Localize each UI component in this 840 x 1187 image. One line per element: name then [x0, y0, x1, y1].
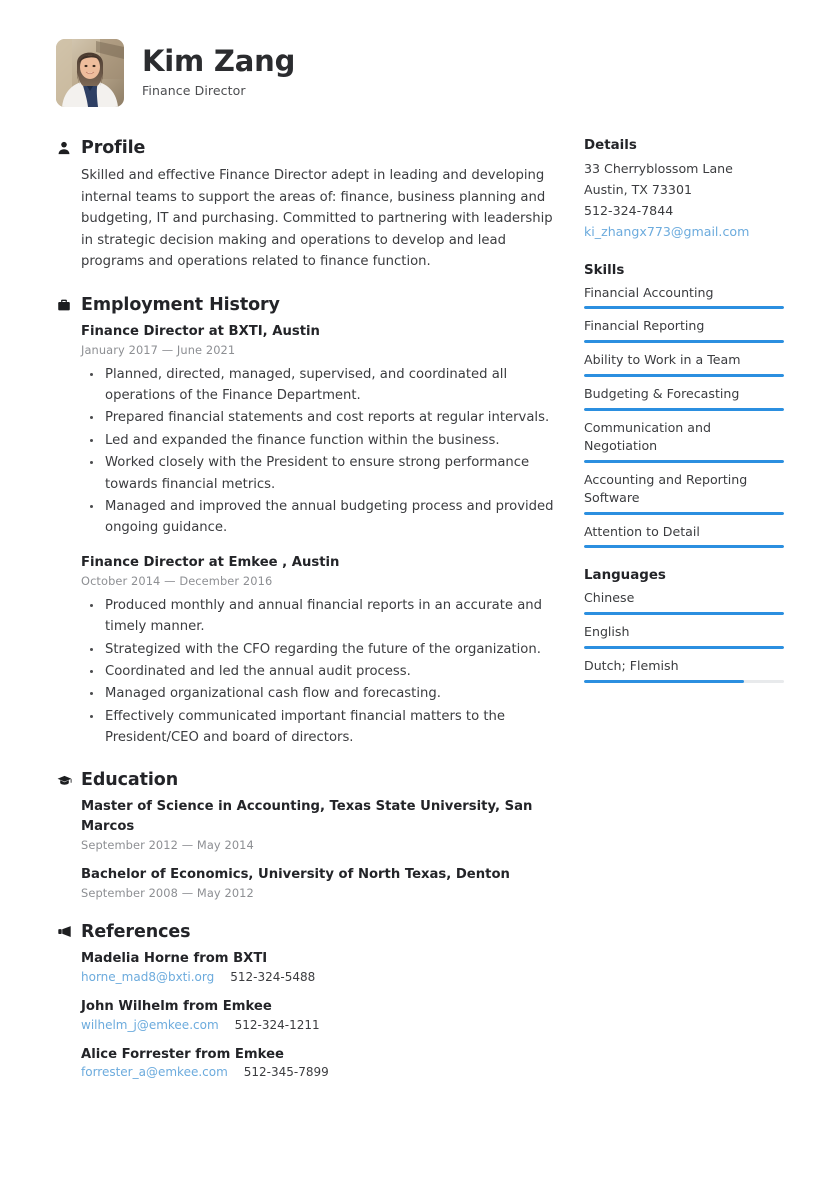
- section-employment: [56, 295, 556, 749]
- education-entry: [81, 797, 556, 851]
- language-item-level-track: [584, 646, 784, 649]
- job-bullet: Managed organizational cash flow and forecasting.: [81, 683, 556, 704]
- section-header-profile: [56, 138, 556, 158]
- job-bullet: Prepared financial statements and cost reports at regular intervals.: [81, 407, 556, 428]
- reference-entry: [81, 1045, 556, 1080]
- language-item-level-fill: [584, 646, 784, 649]
- reference-phone: 512-345-7899: [243, 1065, 329, 1080]
- sidebar-section-details: [584, 138, 784, 243]
- main-column: [56, 138, 556, 1101]
- job-bullet: Planned, directed, managed, supervised, and coordinated all operations of the Finance Department.: [81, 364, 556, 407]
- languages-list: [584, 589, 784, 683]
- job-entry: [81, 322, 556, 539]
- skill-item: [584, 284, 784, 310]
- skill-item-level-fill: [584, 408, 784, 411]
- skill-item-level-track: [584, 408, 784, 411]
- education-date: September 2012 — May 2014: [81, 837, 254, 852]
- sidebar-title-skills: Skills: [584, 262, 625, 278]
- skill-item-level-fill: [584, 340, 784, 343]
- education-date: September 2008 — May 2012: [81, 885, 254, 900]
- sidebar-column: [584, 138, 784, 703]
- resume-body: [56, 138, 784, 1101]
- education-entry: [81, 865, 556, 900]
- job-date: January 2017 — June 2021: [81, 342, 236, 357]
- avatar: [56, 39, 124, 107]
- education-title: Master of Science in Accounting, Texas State University, San Marcos: [81, 799, 533, 834]
- reference-entry: [81, 997, 556, 1032]
- skill-item-label: Budgeting & Forecasting: [584, 386, 740, 402]
- reference-contact: [81, 970, 556, 984]
- reference-name: Madelia Horne from BXTI: [81, 950, 268, 966]
- skill-item-level-track: [584, 340, 784, 343]
- education-title: Bachelor of Economics, University of North Texas, Denton: [81, 866, 510, 882]
- job-bullet: Managed and improved the annual budgeting process and provided ongoing guidance.: [81, 496, 556, 539]
- skill-item: [584, 471, 784, 515]
- graduation-cap-icon: [56, 772, 72, 788]
- avatar-photo: [56, 39, 124, 107]
- briefcase-icon: [56, 297, 72, 313]
- section-header-education: [56, 770, 556, 790]
- job-bullets: [81, 595, 556, 749]
- skill-item-level-fill: [584, 512, 784, 515]
- detail-email-link[interactable]: ki_zhangx773@gmail.com: [584, 223, 750, 239]
- job-bullet: Effectively communicated important financial matters to the President/CEO and board of directors.: [81, 706, 556, 749]
- skill-item-label: Accounting and Reporting Software: [584, 471, 748, 505]
- skill-item: [584, 419, 784, 463]
- skill-item-level-fill: [584, 374, 784, 377]
- job-bullet: Strategized with the CFO regarding the future of the organization.: [81, 639, 556, 660]
- reference-name: John Wilhelm from Emkee: [81, 998, 272, 1014]
- skill-item-label: Financial Accounting: [584, 284, 714, 300]
- skill-item-level-fill: [584, 460, 784, 463]
- language-item-label: Chinese: [584, 590, 635, 606]
- section-header-references: [56, 922, 556, 942]
- skills-list: [584, 284, 784, 549]
- detail-phone: 512-324-7844: [584, 202, 674, 218]
- detail-address-line-1: 33 Cherryblossom Lane: [584, 161, 733, 176]
- person-name: Kim Zang: [142, 44, 296, 79]
- job-bullets: [81, 364, 556, 539]
- language-item: [584, 623, 784, 649]
- section-body-employment: [56, 322, 556, 749]
- language-item: [584, 589, 784, 615]
- language-item-level-fill: [584, 680, 744, 683]
- reference-email-link[interactable]: wilhelm_j@emkee.com: [81, 1017, 219, 1032]
- reference-phone: 512-324-1211: [234, 1017, 320, 1032]
- reference-contact: [81, 1065, 556, 1079]
- reference-email-link[interactable]: horne_mad8@bxti.org: [81, 969, 215, 984]
- job-entry: [81, 553, 556, 749]
- skill-item: [584, 385, 784, 411]
- skill-item: [584, 523, 784, 549]
- name-block: [142, 46, 295, 100]
- section-header-employment: [56, 295, 556, 315]
- skill-item-level-fill: [584, 545, 784, 548]
- section-body-education: [56, 797, 556, 899]
- language-item: [584, 657, 784, 683]
- skill-item-label: Attention to Detail: [584, 523, 700, 539]
- language-item-level-fill: [584, 612, 784, 615]
- skill-item-level-fill: [584, 306, 784, 309]
- job-date: October 2014 — December 2016: [81, 573, 273, 588]
- section-body-profile: [56, 165, 556, 273]
- job-title: Finance Director at Emkee , Austin: [81, 554, 340, 570]
- language-item-label: Dutch; Flemish: [584, 658, 679, 674]
- skill-item-label: Communication and Negotiation: [584, 420, 711, 453]
- section-title-education: Education: [81, 770, 179, 791]
- megaphone-icon: [56, 924, 72, 940]
- job-title: Finance Director at BXTI, Austin: [81, 323, 320, 339]
- job-bullet: Produced monthly and annual financial reports in an accurate and timely manner.: [81, 595, 556, 638]
- detail-address-line-2: Austin, TX 73301: [584, 181, 692, 197]
- job-bullet: Worked closely with the President to ensure strong performance towards financial metrics.: [81, 452, 556, 495]
- skill-item-level-track: [584, 512, 784, 515]
- job-bullet: Coordinated and led the annual audit process.: [81, 661, 556, 682]
- reference-entry: [81, 949, 556, 984]
- skill-item: [584, 317, 784, 343]
- reference-email-link[interactable]: forrester_a@emkee.com: [81, 1065, 228, 1080]
- section-title-references: References: [81, 921, 191, 942]
- sidebar-title-details: Details: [584, 138, 637, 153]
- person-job-title: Finance Director: [142, 82, 246, 98]
- reference-phone: 512-324-5488: [230, 969, 316, 984]
- language-item-level-track: [584, 680, 784, 683]
- skill-item: [584, 351, 784, 377]
- profile-summary: Skilled and effective Finance Director adept in leading and developing internal teams to support the areas of: finance, business planning and budgeting, IT and purchasing. Committed to partnering with leadership in strategic decision making and operations to develop and lead programs and operations related to finance function.: [81, 168, 553, 270]
- reference-contact: [81, 1018, 556, 1032]
- skill-item-level-track: [584, 306, 784, 309]
- sidebar-title-languages: Languages: [584, 568, 666, 584]
- section-education: [56, 770, 556, 899]
- section-body-references: [56, 949, 556, 1079]
- sidebar-section-skills: [584, 263, 784, 549]
- section-title-employment: Employment History: [81, 294, 280, 315]
- skill-item-level-track: [584, 545, 784, 548]
- section-references: [56, 922, 556, 1079]
- section-title-profile: Profile: [81, 138, 146, 158]
- skill-item-label: Financial Reporting: [584, 318, 705, 334]
- language-item-label: English: [584, 624, 630, 640]
- sidebar-section-languages: [584, 568, 784, 683]
- job-bullet: Led and expanded the finance function within the business.: [81, 430, 556, 451]
- user-icon: [56, 140, 72, 156]
- skill-item-label: Ability to Work in a Team: [584, 352, 741, 368]
- section-profile: [56, 138, 556, 273]
- skill-item-level-track: [584, 460, 784, 463]
- reference-name: Alice Forrester from Emkee: [81, 1046, 284, 1062]
- language-item-level-track: [584, 612, 784, 615]
- resume-header: [56, 34, 784, 112]
- skill-item-level-track: [584, 374, 784, 377]
